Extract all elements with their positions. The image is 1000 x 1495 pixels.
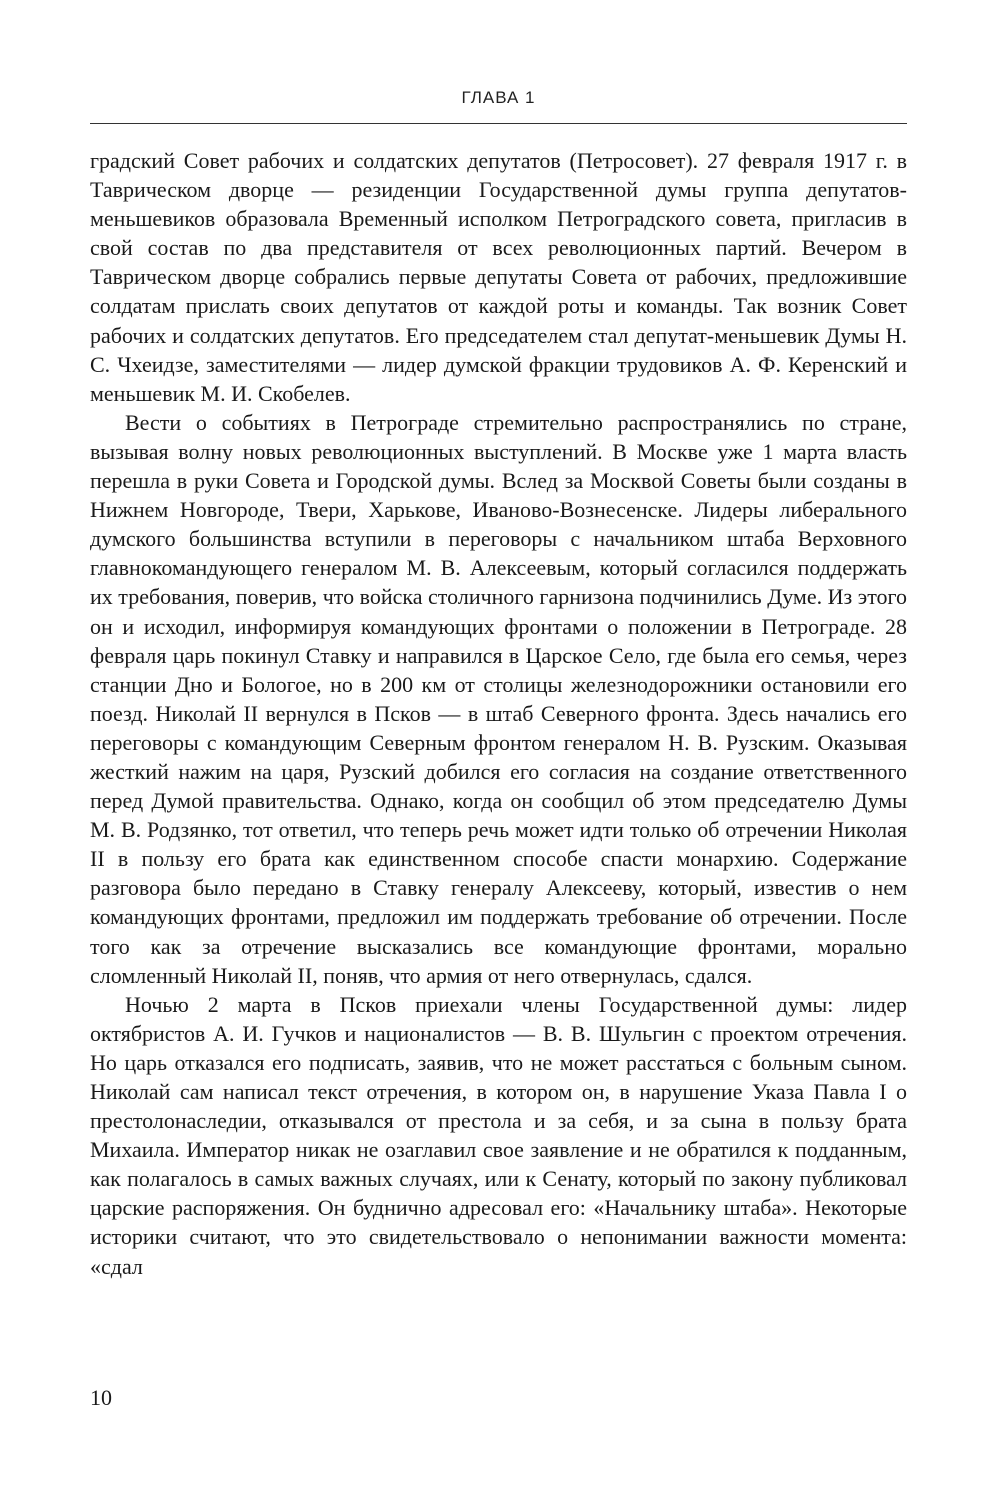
page-number: 10 <box>90 1385 112 1410</box>
paragraph: Ночью 2 марта в Псков приехали члены Государственной думы: лидер октябристов А. И. Гучков и националистов — В. В. Шульгин с проектом отречения. Но царь отказался его подписать, заявив, что не может расстаться с больным сыном. Николай сам написал текст отречения, в котором он, в нарушение Указа Павла I о престолонаследии, отказывался от престола и за себя, и за сына в пользу брата Михаила. Император никак не озаглавил свое заявление и не обратился к подданным, как полагалось в самых важных случаях, или к Сенату, который по закону публиковал царские распоряжения. Он буднично адресовал его: «Начальнику штаба». Некоторые историки считают, что это свидетельствовало о непонимании важности момента: «сдал <box>90 991 907 1279</box>
running-head: ГЛАВА 1 <box>461 88 536 107</box>
paragraph: Вести о событиях в Петрограде стремительно распространялись по стране, вызывая волну новых революционных выступлений. В Москве уже 1 марта власть перешла в руки Совета и Городской думы. Вслед за Москвой Советы были созданы в Нижнем Новгороде, Твери, Харькове, Иваново-Вознесенске. Лидеры либерального думского большинства вступили в переговоры с начальником штаба Верховного главнокомандующего генералом М. В. Алексеевым, который согласился поддержать их требования, поверив, что войска столичного гарнизона подчинились Думе. Из этого он и исходил, информируя командующих фронтами о положении в Петрограде. 28 февраля царь покинул Ставку и направился в Царское Село, где была его семья, через станции Дно и Бологое, но в 200 км от столицы железнодорожники остановили его поезд. Николай II вернулся в Псков — в штаб Северного фронта. Здесь начались его переговоры с командующим Северным фронтом генералом Н. В. Рузским. Оказывая жесткий нажим на царя, Рузский добился его согласия на создание ответственного перед Думой правительства. Однако, когда он сообщил об этом председателю Думы М. В. Родзянко, тот ответил, что теперь речь может идти только об отречении Николая II в пользу его брата как единственном способе спасти монархию. Содержание разговора было передано в Ставку генералу Алексееву, который, известив о нем командующих фронтами, предложил им поддержать требование об отречении. После того как за отречение высказались все командующие фронтами, морально сломленный Николай II, поняв, что армия от него отвернулась, сдался. <box>90 409 907 988</box>
header-divider <box>90 123 907 124</box>
body-text <box>90 146 907 1281</box>
paragraph-continued: градский Совет рабочих и солдатских депутатов (Петросовет). 27 февраля 1917 г. в Таврическом дворце — резиденции Государственной думы группа депутатов-меньшевиков образовала Временный исполком Петроградского совета, пригласив в свой состав по два представителя от всех революционных партий. Вечером в Таврическом дворце собрались первые депутаты Совета от рабочих, предложившие солдатам прислать своих депутатов от каждой роты и команды. Так возник Совет рабочих и солдатских депутатов. Его председателем стал депутат-меньшевик Думы Н. С. Чхеидзе, заместителями — лидер думской фракции трудовиков А. Ф. Керенский и меньшевик М. И. Скобелев. <box>90 148 907 406</box>
